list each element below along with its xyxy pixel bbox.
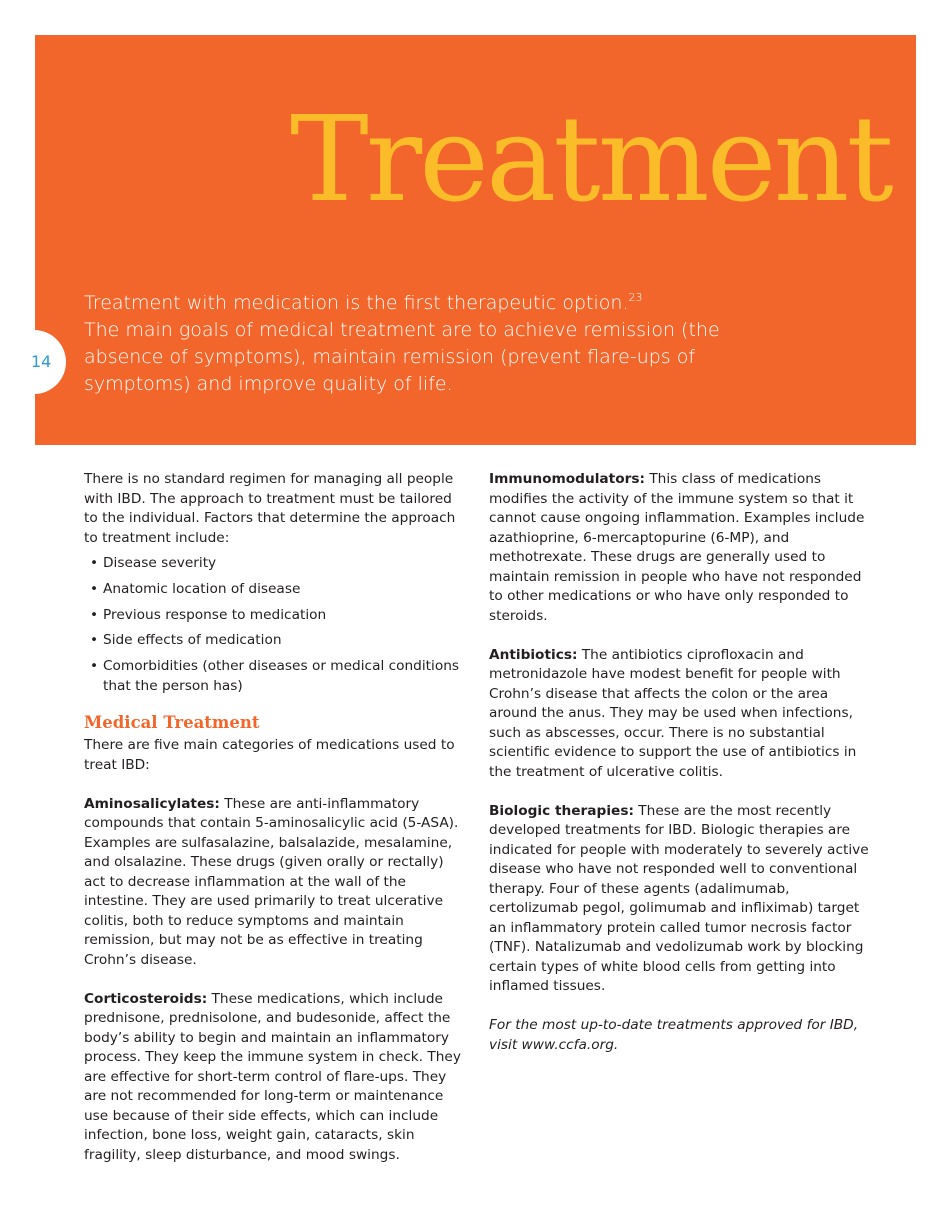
opening-paragraph: There is no standard regimen for managing all people with IBD. The approach to treatment must be tailored to the individual. Factors that determine the approach to treatment include:: [84, 471, 456, 546]
list-item: • Anatomic location of disease: [84, 580, 462, 600]
paragraph-lead: Immunomodulators:: [489, 471, 645, 487]
list-item: • Disease severity: [84, 554, 462, 574]
paragraph-text: This class of medications modifies the activity of the immune system so that it cannot cause ongoing inflammation. Examples include azathioprine, 6-mercaptopurine (6-MP), and methotrexate. These drugs are generally used to maintain remission in people who have not responded to other medications or who have only responded to steroids.: [489, 471, 865, 624]
antibiotics-paragraph: [489, 646, 871, 783]
immunomodulators-paragraph: [489, 470, 871, 626]
paragraph-lead: Aminosalicylates:: [84, 795, 220, 812]
biologics-paragraph: [489, 802, 871, 997]
list-item: • Previous response to medication: [84, 606, 462, 626]
paragraph-text: These are the most recently developed treatments for IBD. Biologic therapies are indicated for people with moderately to severely active disease who have not responded well to conventional therapy. Four of these agents (adalimumab, certolizumab pegol, golimumab and infliximab) target an inflammatory protein called tumor necrosis factor (TNF). Natalizumab and vedolizumab work by blocking certain types of white blood cells from getting into inflamed tissues.: [489, 802, 869, 994]
section-heading: Medical Treatment: [84, 713, 260, 733]
page-title: Treatment: [290, 90, 891, 228]
aminosalicylates-paragraph: [84, 795, 462, 971]
list-item: • Side effects of medication: [84, 631, 462, 651]
paragraph-lead: Corticosteroids:: [84, 990, 208, 1007]
paragraph-lead: Biologic therapies:: [489, 802, 634, 819]
paragraph-text: These medications, which include prednisone, prednisolone, and budesonide, affect the body’s ability to begin and maintain an inflammatory process. They keep the immune system in check. They are effective for short-term control of flare-ups. They are not recommended for long-term or maintenance use because of their side effects, which can include infection, bone loss, weight gain, cataracts, skin fragility, sleep disturbance, and mood swings.: [84, 990, 461, 1163]
paragraph-lead: Antibiotics:: [489, 646, 578, 663]
intro-first-line: Treatment with medication is the first therapeutic option.: [84, 292, 629, 314]
left-column: [84, 470, 462, 1165]
closing-note: For the most up-to-date treatments approved for IBD, visit www.ccfa.org.: [489, 1017, 859, 1053]
page-number: 14: [31, 352, 52, 371]
factor-list: [84, 554, 462, 696]
paragraph-text: The antibiotics ciprofloxacin and metronidazole have modest benefit for people with Crohn’s disease that affects the colon or the area around the anus. They may be used when infections, such as abscesses, occur. There is no substantial scientific evidence to support the use of antibiotics in the treatment of ulcerative colitis.: [489, 646, 857, 780]
paragraph-text: These are anti-inflammatory compounds that contain 5-aminosalicylic acid (5-ASA). Examples are sulfasalazine, balsalazide, mesalamine, and olsalazine. These drugs (given orally or rectally) act to decrease inflammation at the wall of the intestine. They are used primarily to treat ulcerative colitis, both to reduce symptoms and maintain remission, but may not be as effective in treating Crohn’s disease.: [84, 795, 459, 968]
reference-marker: 23: [628, 291, 643, 304]
intro-rest: The main goals of medical treatment are to achieve remission (the absence of symptoms), maintain remission (prevent flare-ups of symptoms) and improve quality of life.: [84, 319, 720, 395]
list-item: • Comorbidities (other diseases or medical conditions that the person has): [84, 657, 462, 696]
section-intro: There are five main categories of medications used to treat IBD:: [84, 737, 455, 773]
right-column: [489, 470, 871, 1055]
intro-paragraph: [84, 290, 724, 398]
corticosteroids-paragraph: [84, 990, 462, 1166]
